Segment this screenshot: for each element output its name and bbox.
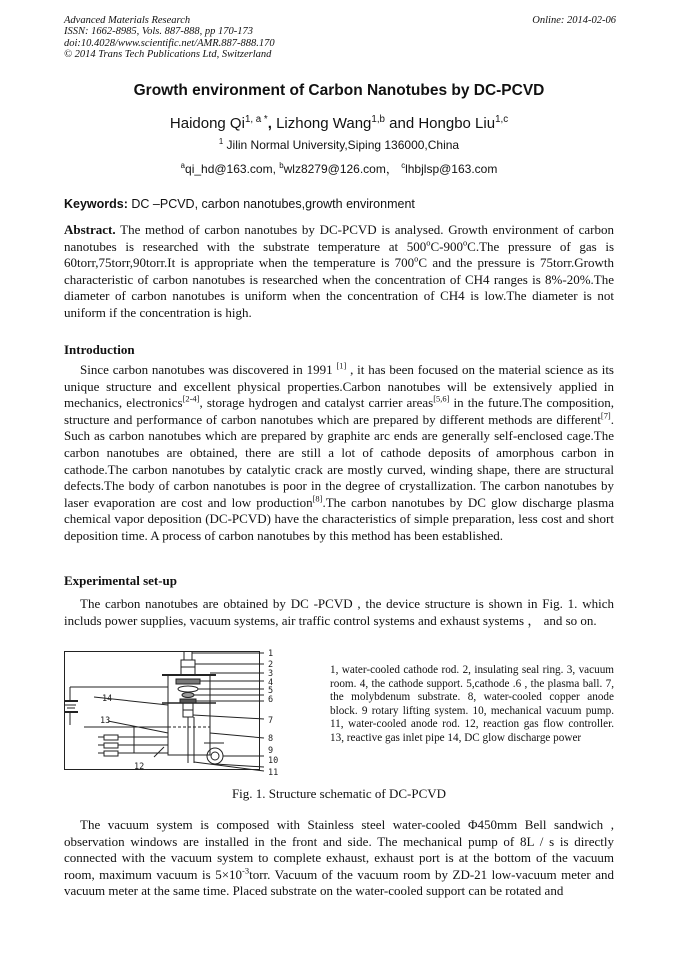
- introduction-paragraph: [64, 362, 614, 545]
- doi: doi:10.4028/www.scientific.net/AMR.887-888.170: [64, 37, 275, 49]
- fig-label: 13: [100, 716, 111, 726]
- body-text: , storage hydrogen and catalyst carrier areas: [199, 395, 434, 411]
- citation: [7]: [600, 410, 611, 421]
- fig-label: 8: [268, 734, 274, 744]
- figure-caption: Fig. 1. Structure schematic of DC-PCVD: [231, 786, 447, 801]
- fig-label: 3: [268, 669, 274, 679]
- fig-label: 12: [134, 762, 145, 772]
- abstract: [64, 222, 614, 322]
- journal-meta: [64, 15, 275, 61]
- email: wlz8279@126.com，: [283, 162, 402, 176]
- degree-mark: o: [462, 237, 468, 248]
- body-text: Since carbon nanotubes was discovered in 1991: [80, 362, 337, 377]
- abstract-text: C-900: [430, 238, 463, 254]
- body-text: , it has been focused on the material science as its unique structure and excellent physical properties.Carbon nanotubes will be extensively applied in mechanics, electronics: [64, 362, 614, 411]
- fig-label: 10: [268, 756, 279, 766]
- fig-label: 11: [268, 768, 279, 778]
- fig-label: 14: [102, 694, 113, 704]
- body-text: . Such as carbon nanotubes which are prepared by graphite arc ends are generally self-enclosed cage.The carbon nanotubes are obtained, there are still a lot of cathode deposits of amorphous carbon in cathode.The carbon nanotubes by catalytic crack are mostly curved, winding shape, there are structural defects.The body of carbon nanotubes is poor in the degree of crystallization. The carbon nanotubes by laser evaporation are cost and low production: [64, 411, 614, 510]
- fig-label: 4: [268, 678, 274, 688]
- section-heading-introduction: Introduction: [64, 342, 135, 357]
- abstract-text: C.The pressure of gas is 60torr,75torr,90torr.It is appropriate when the temperature is 700: [64, 238, 615, 271]
- body-text: torr. Vacuum of the vacuum room by ZD-21 low-vacuum meter and vacuum meter at the same time. Placed substrate on the water-cooled support can be rotated and: [64, 866, 614, 899]
- fig-label: 7: [268, 716, 274, 726]
- citation: [1]: [336, 360, 347, 371]
- citation: [8]: [312, 493, 323, 504]
- online-date: Online: 2014-02-06: [532, 15, 616, 26]
- fig-label: 6: [268, 695, 274, 705]
- figure-legend: 1, water-cooled cathode rod. 2, insulating seal ring. 3, vacuum room. 4, the cathode support. 5,cathode .6 , the plasma ball. 7, the molybdenum substrate. 8, water-cooled copper anode block. 9 rotary lifting system. 10, mechanical vacuum pump. 11, water-cooled anode rod. 12, reaction gas flow controller. 13, reactive gas inlet pipe 14, DC glow discharge power: [330, 664, 614, 744]
- paper-title: Growth environment of Carbon Nanotubes by DC-PCVD: [133, 82, 545, 99]
- body-text: in the future.The composition, structure and performance of carbon nanotubes which are prepared by different methods are different: [64, 395, 614, 427]
- dcpcvd-schematic: [64, 645, 324, 780]
- fig-label: 2: [268, 660, 274, 670]
- keywords-text: DC –PCVD, carbon nanotubes,growth environment: [127, 197, 415, 211]
- vacuum-pump: [207, 748, 223, 764]
- fig-label: 9: [268, 746, 274, 756]
- author-separator: and: [384, 115, 419, 132]
- affiliation-marker: 1: [218, 137, 224, 146]
- author-separator: ,: [267, 115, 277, 132]
- housing-outline: [65, 652, 260, 770]
- email-marker: a: [180, 161, 186, 170]
- degree-mark: o: [414, 253, 419, 264]
- body-text: .The carbon nanotubes by DC glow discharge plasma chemical vapor deposition (DC-PCVD) have the characteristics of simple preparation, less cost and short deposition time. A process of carbon nanotubes by this method has been established.: [64, 494, 614, 543]
- setup-paragraph: The carbon nanotubes are obtained by DC -PCVD , the device structure is shown in Fig. 1. which includs power supplies, vacuum systems, air traffic control systems and exhaust systems ， and so on.: [64, 596, 614, 628]
- vacuum-paragraph: [64, 817, 614, 900]
- keywords: [64, 197, 415, 211]
- body-text: The vacuum system is composed with Stainless steel water-cooled Φ450mm Bell sandwich , observation windows are installed in the front and side. The mechanical pump of 8L / s is directly connected with the vacuum system to complete exhaust, exhaust port is at the bottom of the vacuum room, maximum vacuum is 5×10: [64, 817, 614, 882]
- author-list: [0, 115, 678, 132]
- author-affil-marker: 1,c: [495, 114, 509, 125]
- degree-mark: o: [426, 237, 431, 248]
- fig-label: 5: [268, 686, 274, 696]
- affiliation: [0, 138, 678, 152]
- copyright: © 2014 Trans Tech Publications Ltd, Switzerland: [64, 49, 272, 61]
- abstract-text: The method of carbon nanotubes by DC-PCVD is analysed. Growth environment of carbon nanotubes is researched with the substrate temperature at 500: [64, 222, 614, 254]
- citation: [5,6]: [433, 393, 450, 404]
- issn: ISSN: 1662-8985, Vols. 887-888, pp 170-173: [64, 26, 253, 38]
- author-affil-marker: 1, a *: [244, 114, 268, 125]
- schematic-drawing: [64, 645, 324, 780]
- citation: [2-4]: [182, 393, 200, 404]
- author-name: Haidong Qi: [169, 115, 245, 132]
- author-affil-marker: 1,b: [371, 114, 385, 125]
- affiliation-text: Jilin Normal University,Siping 136000,China: [223, 138, 460, 152]
- email-marker: c: [401, 161, 406, 170]
- author-name: Lizhong Wang: [276, 115, 372, 132]
- journal-name: Advanced Materials Research: [64, 15, 191, 26]
- exponent: -3: [242, 865, 250, 876]
- author-name: Hongbo Liu: [418, 115, 496, 132]
- email: lhbjlsp@163.com: [405, 162, 498, 176]
- abstract-text: C and the pressure is 75torr.Growth characteristic of carbon nanotubes is researched when the concentration of CH4 ranges is 8%-20%.The diameter of carbon nanotubes is uniform when the concentration of CH4 is low.The diameter is not uniform if the concentration is high.: [64, 255, 614, 320]
- email: qi_hd@163.com,: [185, 162, 280, 176]
- vacuum-chamber: [168, 675, 210, 755]
- fig-label: 1: [268, 649, 274, 659]
- section-heading-experimental: Experimental set-up: [64, 573, 178, 588]
- email-marker: b: [279, 161, 284, 170]
- author-emails: [0, 160, 678, 177]
- keywords-label: Keywords:: [64, 197, 128, 211]
- abstract-label: Abstract.: [64, 222, 116, 237]
